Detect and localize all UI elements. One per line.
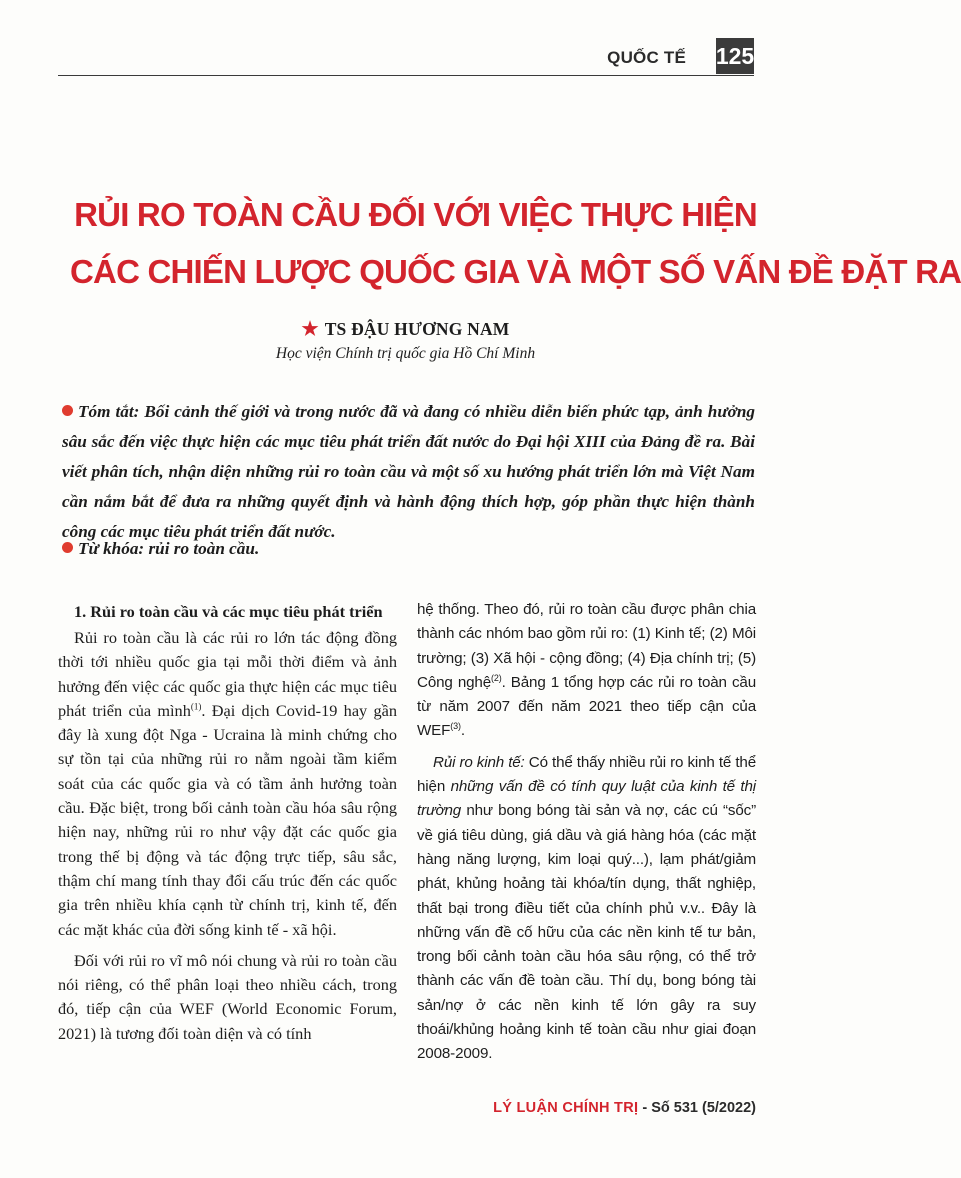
paragraph: Đối với rủi ro vĩ mô nói chung và rủi ro toàn cầu nói riêng, có thể phân loại theo nhiều cách, trong đó, tiếp cận của WEF (World Economic Forum, 2021) là tương đối toàn diện và có tính bbox=[58, 950, 397, 1043]
journal-name: LÝ LUẬN CHÍNH TRỊ bbox=[493, 1100, 639, 1116]
paragraph-label: Rủi ro kinh tế: bbox=[433, 753, 525, 771]
paragraph: hệ thống. Theo đó, rủi ro toàn cầu được phân chia thành các nhóm bao gồm rủi ro: (1) Kinh tế; (2) Môi trường; (3) Xã hội - cộng đồng; (4) Địa chính trị; (5) Công nghệ$^{(2)}$. Bảng 1 tổng hợp các rủi ro toàn cầu từ năm 2007 đến năm 2021 theo tiếp cận của WEF$^{(3)}$. bbox=[417, 601, 756, 740]
abstract-text: Tóm tắt: Bối cảnh thế giới và trong nước đã và đang có nhiều diễn biến phức tạp, ảnh hưởng sâu sắc đến việc thực hiện các mục tiêu phát triển đất nước do Đại hội XIII của Đảng đề ra. Bài viết phân tích, nhận diện những rủi ro toàn cầu và một số xu hướng phát triển lớn mà Việt Nam cần nắm bắt để đưa ra những quyết định và hành động thích hợp, góp phần thực hiện thành công các mục tiêu phát triển đất nước. bbox=[62, 402, 755, 541]
star-icon: ★ bbox=[301, 319, 319, 340]
article-title bbox=[70, 186, 961, 300]
footnote-ref: (1) bbox=[190, 701, 202, 712]
issue-number: - Số 531 (5/2022) bbox=[638, 1100, 756, 1116]
abstract bbox=[62, 397, 755, 547]
footnote-ref: (2) bbox=[491, 672, 502, 683]
emphasis-text: những vấn đề có tính quy luật của kinh tế thị trường bbox=[417, 778, 757, 820]
keywords bbox=[62, 539, 755, 559]
keywords-text: Từ khóa: rủi ro toàn cầu. bbox=[78, 539, 260, 558]
author-name: TS ĐẬU HƯƠNG NAM bbox=[324, 319, 510, 339]
title-line-2: CÁC CHIẾN LƯỢC QUỐC GIA VÀ MỘT SỐ VẤN ĐỀ ĐẶT RA bbox=[70, 253, 961, 290]
running-header bbox=[58, 38, 754, 78]
paragraph: Rủi ro kinh tế: Có thể thấy nhiều rủi ro kinh tế thể hiện những vấn đề có tính quy luật của kinh tế thị trường như bong bóng tài sản và nợ, các cú “sốc” về giá tiêu dùng, giá dầu và giá hàng hóa (các mặt hàng năng lượng, kim loại quý...), lạm phát/giảm phát, khủng hoảng tài khóa/tín dụng, thất nghiệp, thất bại trong điều tiết của chính phủ v.v.. Đây là những vấn đề cố hữu của các nền kinh tế tư bản, trong bối cảnh toàn cầu hóa sâu rộng, có thể trở thành các vấn đề toàn cầu. Thí dụ, bong bóng tài sản/nợ ở các nền kinh tế lớn gây ra suy thoái/khủng hoảng kinh tế toàn cầu như giai đoạn 2008-2009. bbox=[417, 753, 757, 1063]
section-heading: 1. Rủi ro toàn cầu và các mục tiêu phát triển bbox=[74, 602, 383, 621]
bullet-dot-icon bbox=[62, 405, 73, 416]
bullet-dot-icon bbox=[62, 542, 73, 553]
author-line bbox=[0, 318, 811, 341]
paragraph: Rủi ro toàn cầu là các rủi ro lớn tác động đồng thời tới nhiều quốc gia tại mỗi thời điểm và ảnh hưởng đến việc các quốc gia thực hiện các mục tiêu phát triển của mình$^{(1)}$. Đại dịch Covid-19 hay gần đây là xung đột Nga - Ucraina là minh chứng cho sự tồn tại của những rủi ro nằm ngoài tầm kiểm soát của các quốc gia và có tầm ảnh hưởng toàn cầu. Đặc biệt, trong bối cảnh toàn cầu hóa sâu rộng hiện nay, những rủi ro như vậy đặt các quốc gia trong thế bị động và tác động trực tiếp, sâu sắc, thậm chí mang tính thay đổi cấu trúc đến các quốc gia trên nhiều khía cạnh từ chính trị, kinh tế, đến các mặt khác của đời sống kinh tế - xã hội. bbox=[58, 628, 397, 939]
title-line-1: RỦI RO TOÀN CẦU ĐỐI VỚI VIỆC THỰC HIỆN bbox=[74, 196, 757, 233]
running-footer bbox=[493, 1100, 756, 1116]
left-column bbox=[58, 598, 397, 1053]
page-number: 125 bbox=[716, 38, 754, 74]
footnote-ref: (3) bbox=[450, 721, 461, 732]
author-affiliation: Học viện Chính trị quốc gia Hồ Chí Minh bbox=[275, 345, 536, 362]
section-label: QUỐC TẾ bbox=[607, 48, 686, 67]
right-column bbox=[417, 598, 756, 1074]
header-rule bbox=[58, 75, 754, 76]
